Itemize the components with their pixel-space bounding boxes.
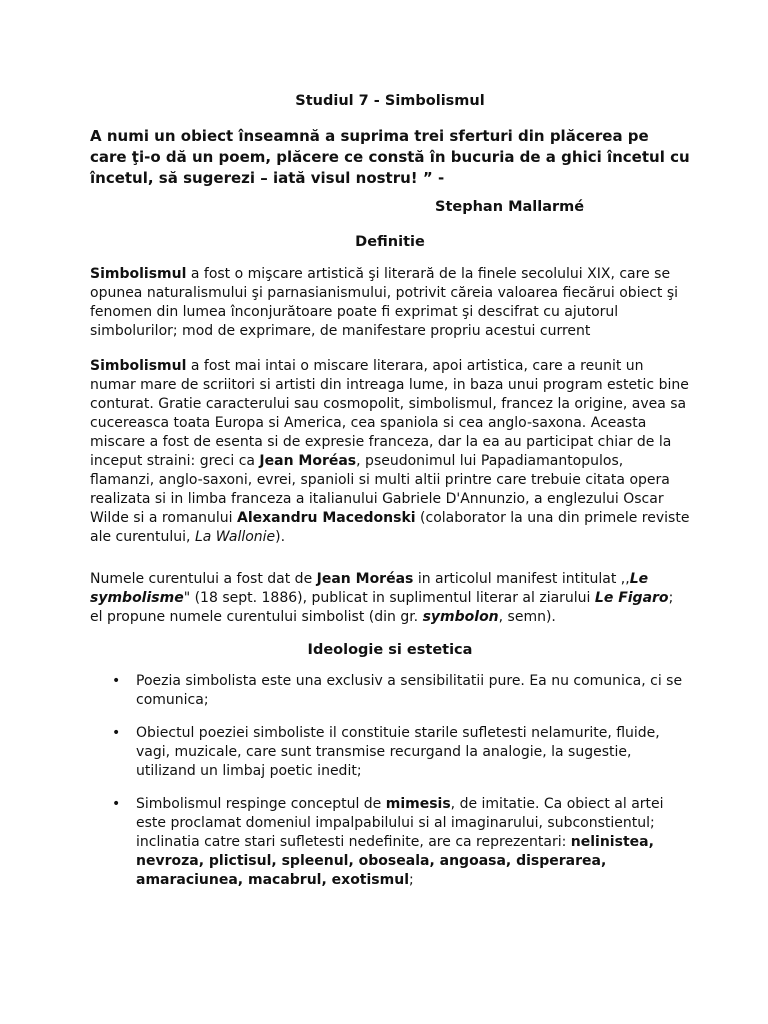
list-item-text: , de imitatie. Ca obiect al artei este proclamat domeniul impalpabilului si al imaginarului, subconstientul; inclinatia catre stari sufletesti nedefinite, are ca reprezentari:: [136, 796, 664, 850]
list-item-text: Poezia simbolista este una exclusiv a sensibilitatii pure. Ea nu comunica, ci se comunica;: [136, 673, 683, 708]
bold-name: Jean Moréas: [259, 453, 357, 469]
bullet-icon: •: [112, 673, 121, 689]
bold-italic-title: Le symbolisme: [90, 571, 649, 606]
list-item-text: Simbolismul respinge conceptul de: [136, 796, 386, 812]
paragraph-text: a fost o mişcare artistică şi literară de la finele secolului XIX, care se opunea naturalismului şi parnasianismului, potrivit căreia valoarea fiecărui obiect şi fenomen din lumea înconjurătoare poate fi exprimat şi descifrat cu ajutorul simbolurilor; mod de exprimare, de manifestare propriu acestui current: [90, 266, 679, 339]
section-heading-ideologie: Ideologie si estetica: [307, 642, 473, 658]
bullet-icon: •: [112, 725, 121, 741]
paragraph-text: , semn).: [498, 609, 556, 625]
bold-term: mimesis: [385, 796, 451, 812]
bold-name: Alexandru Macedonski: [237, 510, 416, 526]
bullet-icon: •: [112, 796, 121, 812]
bold-term: Simbolismul: [90, 266, 187, 282]
list-item-text: Obiectul poeziei simboliste il constituie starile sufletesti nelamurite, fluide, vagi, muzicale, care sunt transmise recurgand la analogie, la sugestie, utilizand un limbaj poetic inedit;: [136, 725, 660, 779]
paragraph-text: Numele curentului a fost dat de: [90, 571, 317, 587]
paragraph-text: in articolul manifest intitulat ,,: [413, 571, 630, 587]
paragraph-text: ).: [275, 529, 286, 545]
list-item-text: ;: [409, 872, 414, 888]
paragraph-text: (colaborator la una din primele reviste ale curentului,: [90, 510, 690, 545]
paragraph-history: [90, 357, 690, 547]
paragraph-text: " (18 sept. 1886), publicat in suplimentul literar al ziarului: [183, 590, 595, 606]
section-heading-definitie: Definitie: [355, 234, 425, 250]
bold-term: Simbolismul: [90, 358, 187, 374]
list-item: [90, 724, 690, 781]
paragraph-text: ; el propune numele curentului simbolist (din gr.: [90, 590, 674, 625]
bullet-list: [90, 672, 690, 904]
italic-title: La Wallonie: [194, 529, 276, 545]
paragraph-name-origin: [90, 570, 690, 627]
quote-author: Stephan Mallarmé: [435, 199, 585, 215]
paragraph-text: a fost mai intai o miscare literara, apoi artistica, care a reunit un numar mare de scriitori si artisti din intreaga lume, in baza unui program estetic bine conturat. Gratie caracterului sau cosmopolit, simbolismul, francez la origine, avea sa cucereasca toata Europa si America, cea spaniola si cea anglo-saxona. Aceasta miscare a fost de esenta si de expresie franceza, dar la ea au participat chiar de la inceput straini: greci ca: [90, 358, 689, 469]
paragraph-definition: [90, 265, 690, 341]
bold-term-list: nelinistea, nevroza, plictisul, spleenul, oboseala, angoasa, disperarea, amaraciunea, macabrul, exotismul: [136, 834, 654, 888]
epigraph-quote: A numi un obiect înseamnă a suprima trei sferturi din plăcerea pe care ţi-o dă un poem, plăcere ce constă în bucuria de a ghici încetul cu încetul, să sugerezi – iată visul nostru! ” -: [90, 127, 690, 187]
paragraph-text: , pseudonimul lui Papadiamantopulos, flamanzi, anglo-saxoni, evrei, spanioli si multi altii printre care trebuie citata opera realizata si in limba franceza a italianului Gabriele D'Annunzio, a englezului Oscar Wilde si a romanului: [90, 453, 670, 526]
bold-italic-title: Le Figaro: [594, 590, 669, 606]
list-item: [90, 672, 690, 710]
document-title: Studiul 7 - Simbolismul: [295, 93, 485, 109]
list-item: [90, 795, 690, 890]
bold-name: Jean Moréas: [316, 571, 414, 587]
bold-italic-term: symbolon: [422, 609, 499, 625]
